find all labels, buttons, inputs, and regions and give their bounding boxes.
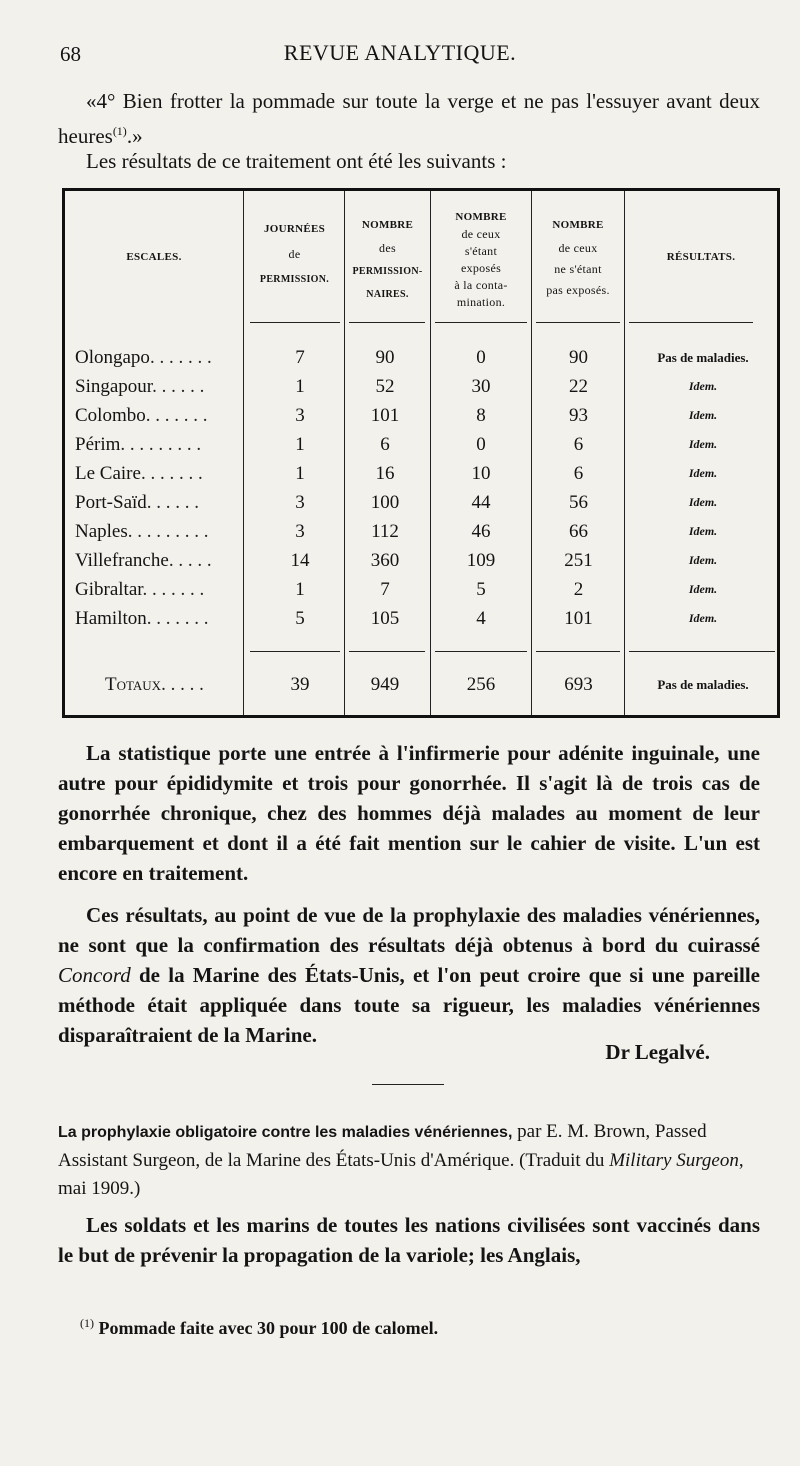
table-row [65, 401, 777, 430]
table-row [65, 546, 777, 575]
cell-exposes: 0 [476, 347, 486, 368]
article-header [58, 1118, 764, 1203]
cell-exposes: 8 [476, 405, 486, 426]
intro-lead: Les résultats de ce traitement ont été les suivants : [86, 149, 507, 173]
escale-name: Olongapo. . . . . . . [75, 347, 212, 368]
cell-journees: 3 [295, 521, 305, 542]
cell-resultat: Idem. [688, 466, 718, 480]
footnote-marker: (1) [80, 1316, 94, 1330]
intro-line: «4° Bien frotter la pommade sur toute la verge et ne pas l'essuyer avant deux heures [58, 89, 760, 148]
escale-name: Villefranche. . . . . [75, 550, 212, 571]
cell-resultat: Idem. [688, 582, 718, 596]
cell-permissionnaires: 52 [375, 376, 395, 397]
table-row [65, 372, 777, 401]
leader-dots: . . . . . . . [149, 347, 212, 368]
cell-journees: 7 [295, 347, 305, 368]
cell-non-exposes: 22 [569, 376, 588, 397]
cell-resultat: Idem. [688, 437, 718, 451]
leader-dots: . . . . . . [146, 492, 200, 513]
escale-name: Singapour. . . . . . [75, 376, 205, 397]
escale-name: Le Caire. . . . . . . [75, 463, 203, 484]
cell-non-exposes: 251 [564, 550, 593, 571]
cell-exposes: 44 [471, 492, 491, 513]
running-title: REVUE ANALYTIQUE. [283, 40, 517, 65]
totals-rule [349, 651, 425, 652]
cell-permissionnaires: 105 [370, 608, 400, 629]
table-row [65, 459, 777, 488]
article-date: , mai 1909.) [58, 1150, 744, 1199]
table-row [65, 604, 777, 633]
header-permissionnaires: NOMBRE des PERMISSION- NAIRES. [352, 219, 423, 300]
section-separator [372, 1084, 444, 1085]
cell-resultat: Idem. [688, 524, 718, 538]
cell-permissionnaires: 6 [380, 434, 390, 455]
cell-journees: 5 [295, 608, 305, 629]
escale-name: Naples. . . . . . . . . [75, 521, 209, 542]
cell-permissionnaires: 101 [370, 405, 400, 426]
cell-permissionnaires: 360 [370, 550, 400, 571]
cell-permissionnaires: 16 [375, 463, 395, 484]
header-resultats: RÉSULTATS. [666, 251, 736, 263]
intro-line-end: .» [126, 124, 143, 148]
header-rule [536, 322, 620, 323]
cell-journees: 1 [295, 376, 305, 397]
totals-rule [629, 651, 775, 652]
totals-exposes: 256 [466, 674, 496, 695]
body-paragraph-1: La statistique porte une entrée à l'infirmerie pour adénite inguinale, une autre pour épididymite et trois pour gonorrhée. Il s'agit là de trois cas de gonorrhée chronique, chez des hommes déjà malades au moment de leur embarquement et dont il a été fait mention sur le cahier de visite. L'un est encore en traitement. [58, 741, 760, 885]
table-row [65, 517, 777, 546]
footnote-ref: (1) [112, 124, 127, 138]
cell-permissionnaires: 112 [371, 521, 399, 542]
totals-rule [250, 651, 340, 652]
ship-name: Concord [58, 963, 131, 987]
body-paragraph-2 [58, 900, 760, 1050]
cell-permissionnaires: 90 [375, 347, 395, 368]
totals-resultat: Pas de maladies. [657, 677, 749, 692]
cell-exposes: 0 [476, 434, 486, 455]
totals-non-exposes: 693 [564, 674, 593, 695]
header-exposes: NOMBRE de ceux s'étant exposés à la conta- mination. [454, 211, 508, 309]
escale-name: Port-Saïd. . . . . . [75, 492, 200, 513]
header-journees: JOURNÉES de PERMISSION. [259, 223, 330, 285]
totals-journees: 39 [290, 674, 310, 695]
cell-resultat: Idem. [688, 495, 718, 509]
journal-name: Military Surgeon [609, 1150, 739, 1171]
totals-rule [536, 651, 620, 652]
cell-exposes: 46 [471, 521, 491, 542]
cell-exposes: 109 [466, 550, 496, 571]
cell-resultat: Idem. [688, 408, 718, 422]
header-rule [349, 322, 425, 323]
leader-dots: . . . . . . . [145, 405, 208, 426]
article-title: La prophylaxie obligatoire contre les maladies vénériennes, [58, 1124, 513, 1141]
body-paragraph-2-part-b: de la Marine des États-Unis, et l'on peut croire que si une pareille méthode était appliquée dans toute sa rigueur, les maladies vénériennes disparaîtraient de la Marine. [58, 963, 760, 1047]
leader-dots: . . . . . . . [140, 463, 203, 484]
table-row [65, 575, 777, 604]
cell-journees: 3 [295, 492, 305, 513]
cell-journees: 1 [295, 463, 305, 484]
cell-non-exposes: 6 [573, 434, 584, 455]
cell-non-exposes: 6 [573, 463, 584, 484]
header-rule [435, 322, 527, 323]
table-row [65, 488, 777, 517]
totals-rule [435, 651, 527, 652]
leader-dots: . . . . . . . . . [120, 434, 202, 455]
signature: Dr Legalvé. [605, 1040, 710, 1064]
escale-name: Périm. . . . . . . . . [75, 434, 202, 455]
body-paragraph-2-part-a: Ces résultats, au point de vue de la prophylaxie des maladies vénériennes, ne sont que la confirmation des résultats déjà obtenus à bord du cuirassé [58, 903, 760, 957]
header-rule [250, 322, 340, 323]
results-table [62, 188, 780, 718]
cell-non-exposes: 101 [564, 608, 593, 629]
article-byline: par E. M. Brown, Passed Assistant Surgeon, de la Marine des États-Unis d'Amérique. (Traduit du [58, 1121, 707, 1171]
leader-dots: . . . . . . [152, 376, 205, 397]
header-rule [629, 322, 753, 323]
cell-permissionnaires: 100 [370, 492, 400, 513]
leader-dots: . . . . . . . [146, 608, 209, 629]
cell-journees: 3 [295, 405, 305, 426]
cell-non-exposes: 66 [569, 521, 588, 542]
cell-journees: 1 [295, 434, 305, 455]
cell-journees: 14 [290, 550, 310, 571]
cell-resultat: Idem. [688, 553, 718, 567]
cell-journees: 1 [295, 579, 305, 600]
intro-paragraph [58, 86, 760, 151]
escale-name: Gibraltar. . . . . . . [75, 579, 205, 600]
cell-resultat: Pas de maladies. [657, 350, 749, 365]
leader-dots: . . . . . [168, 550, 212, 571]
footnote [80, 1316, 438, 1339]
footnote-text: Pommade faite avec 30 pour 100 de calomel. [98, 1318, 439, 1338]
cell-exposes: 10 [471, 463, 491, 484]
article-paragraph-1: Les soldats et les marins de toutes les nations civilisées sont vaccinés dans le but de prévenir la propagation de la variole; les Anglais, [58, 1213, 760, 1267]
escale-name: Colombo. . . . . . . [75, 405, 208, 426]
totals-row [65, 670, 777, 699]
escale-name: Hamilton. . . . . . . [75, 608, 209, 629]
header-non-exposes: NOMBRE de ceux ne s'étant pas exposés. [546, 219, 610, 297]
leader-dots: . . . . . . . . . [127, 521, 209, 542]
leader-dots: . . . . . . . [142, 579, 205, 600]
cell-resultat: Idem. [688, 611, 718, 625]
table-row [65, 430, 777, 459]
cell-exposes: 5 [476, 579, 486, 600]
leader-dots: . . . . . [161, 674, 204, 695]
table-row [65, 343, 777, 372]
page-number: 68 [60, 42, 81, 66]
cell-non-exposes: 90 [569, 347, 588, 368]
cell-non-exposes: 2 [573, 579, 584, 600]
cell-resultat: Idem. [688, 379, 718, 393]
totals-label: Totaux [105, 674, 162, 695]
cell-non-exposes: 56 [569, 492, 588, 513]
header-escales: ESCALES. [126, 251, 182, 263]
cell-exposes: 4 [476, 608, 486, 629]
cell-permissionnaires: 7 [380, 579, 390, 600]
totals-permissionnaires: 949 [370, 674, 400, 695]
cell-exposes: 30 [471, 376, 491, 397]
cell-non-exposes: 93 [569, 405, 588, 426]
